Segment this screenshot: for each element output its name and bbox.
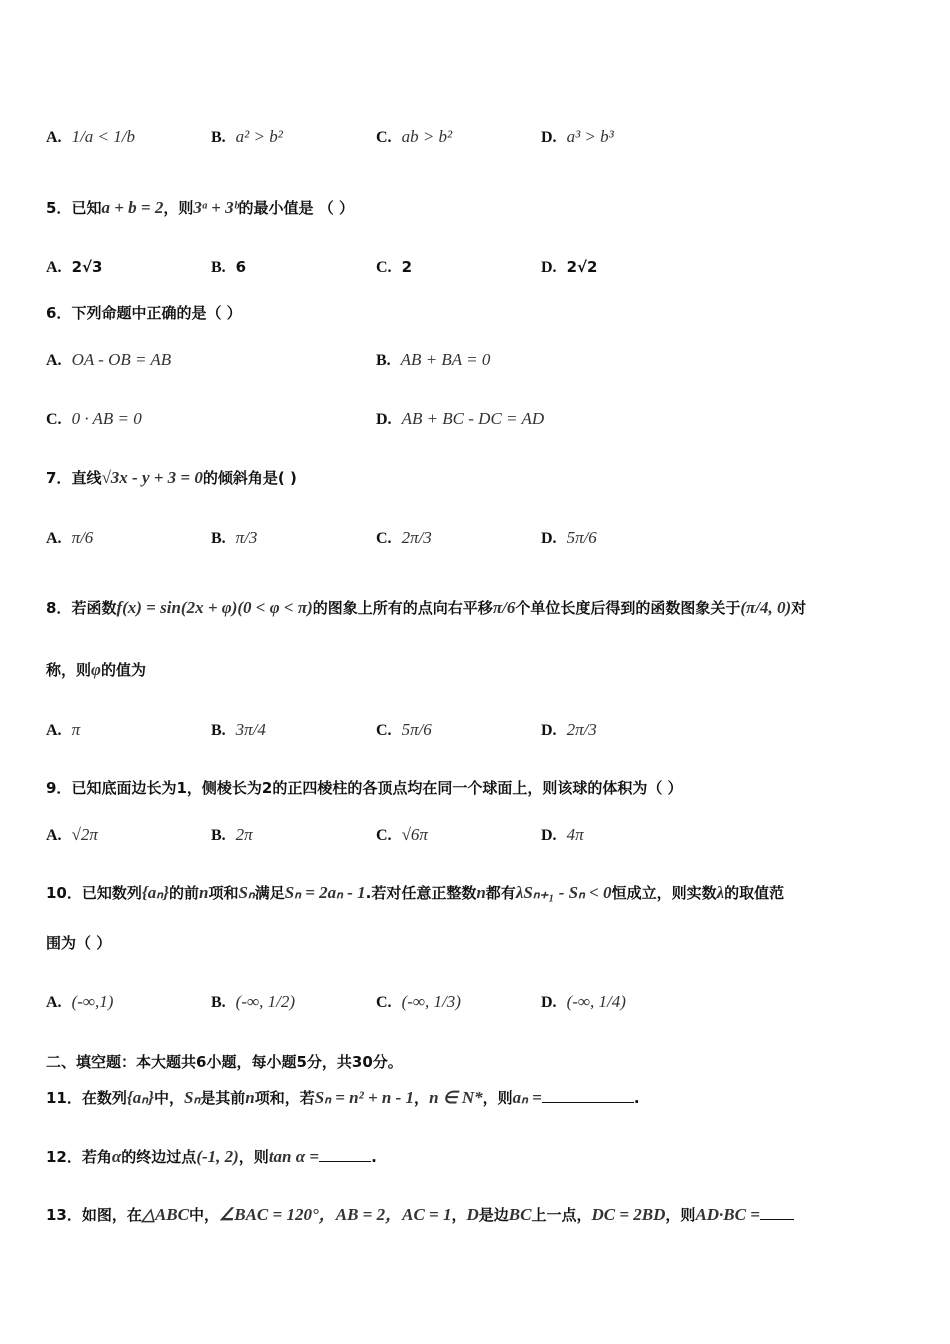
text: 称，则: [46, 661, 92, 679]
q12-stem: [46, 1147, 377, 1167]
answer-blank[interactable]: [542, 1102, 634, 1103]
option-a: 1/a < 1/b: [71, 127, 135, 146]
option-d: 5π/6: [566, 528, 597, 547]
text: ，则: [665, 1206, 696, 1224]
option-a: (-∞,1): [71, 992, 114, 1011]
text: .: [633, 1089, 640, 1107]
option-label: B.: [211, 530, 226, 547]
math: 3ᵃ + 3ᵇ: [193, 198, 239, 217]
option-label: C.: [376, 530, 392, 547]
option-label: B.: [211, 827, 226, 844]
math: (-1, 2): [196, 1147, 239, 1166]
math: f(x) = sin(2x + φ)(0 < φ < π): [116, 598, 313, 617]
text: 是其前: [200, 1089, 246, 1107]
q7-stem: [46, 468, 297, 488]
option-b: a² > b²: [235, 127, 283, 146]
math: Sₙ: [238, 883, 255, 902]
text: 都有: [485, 884, 516, 902]
math: {aₙ}: [141, 883, 170, 902]
text: 的值为: [100, 661, 146, 679]
text: 满足: [254, 884, 285, 902]
option-c: 2: [401, 258, 412, 276]
math: α: [111, 1147, 122, 1166]
option-label: B.: [211, 129, 226, 146]
q-number: 6．: [46, 304, 72, 322]
option-d: (-∞, 1/4): [566, 992, 626, 1011]
option-a: √2π: [71, 825, 98, 844]
q11-stem: [46, 1088, 640, 1108]
text: ，则: [482, 1089, 513, 1107]
text: 直线: [71, 469, 102, 487]
q-number: 5．: [46, 199, 72, 217]
q8-stem-line2: [46, 660, 146, 680]
option-b: π/3: [235, 528, 258, 547]
math: a + b = 2: [101, 198, 164, 217]
text: 下列命题中正确的是（ ）: [71, 304, 242, 322]
option-label: C.: [376, 129, 392, 146]
option-d: 2π/3: [566, 720, 597, 739]
text: ，: [414, 1089, 430, 1107]
option-label: A.: [46, 259, 62, 276]
option-label: C.: [376, 259, 392, 276]
option-label: D.: [541, 994, 557, 1011]
math: (π/4, 0): [740, 598, 792, 617]
q-number: 10．: [46, 884, 82, 902]
option-a: π/6: [71, 528, 94, 547]
math: φ: [91, 660, 101, 679]
q8-stem: [46, 598, 806, 618]
option-a: 2√3: [71, 258, 103, 276]
text: 若角: [81, 1148, 112, 1166]
option-b: 3π/4: [235, 720, 266, 739]
option-label: C.: [376, 994, 392, 1011]
option-c: √6π: [401, 825, 428, 844]
text: ，: [451, 1206, 467, 1224]
option-d: 2√2: [566, 258, 598, 276]
option-a: π: [71, 720, 81, 739]
text: 已知数列: [81, 884, 142, 902]
option-label: D.: [541, 129, 557, 146]
math: λ: [716, 883, 725, 902]
q10-stem-line2: [46, 933, 111, 953]
option-b: AB + BA = 0: [400, 350, 491, 369]
text: 是边: [478, 1206, 509, 1224]
q5-stem: [46, 198, 354, 218]
text: 的倾斜角是( ): [202, 469, 297, 487]
math: BC: [508, 1205, 532, 1224]
q-number: 7．: [46, 469, 72, 487]
math: Sₙ = n² + n - 1: [314, 1088, 415, 1107]
text: 已知: [71, 199, 102, 217]
text: 项和，若: [254, 1089, 315, 1107]
option-label: D.: [541, 722, 557, 739]
text: ，则: [163, 199, 194, 217]
option-d: a³ > b³: [566, 127, 614, 146]
option-label: D.: [376, 411, 392, 428]
answer-blank[interactable]: [760, 1219, 794, 1220]
math: π/6: [492, 598, 516, 617]
text: 中，: [154, 1089, 185, 1107]
option-label: B.: [211, 722, 226, 739]
option-c: 2π/3: [401, 528, 432, 547]
option-c: (-∞, 1/3): [401, 992, 461, 1011]
math: DC = 2BD: [591, 1205, 666, 1224]
math: n: [245, 1088, 255, 1107]
option-label: A.: [46, 827, 62, 844]
option-c: 5π/6: [401, 720, 432, 739]
option-b: 2π: [235, 825, 253, 844]
q-number: 13．: [46, 1206, 82, 1224]
text: 恒成立，则实数: [611, 884, 717, 902]
section-heading: 二、填空题：本大题共6小题，每小题5分，共30分。: [46, 1053, 403, 1071]
math: aₙ =: [512, 1088, 542, 1107]
q6-stem: [46, 303, 242, 323]
option-label: A.: [46, 530, 62, 547]
text: 的图象上所有的点向右平移: [312, 599, 493, 617]
q9-stem: [46, 778, 683, 798]
option-label: C.: [46, 411, 62, 428]
option-label: C.: [376, 827, 392, 844]
option-label: D.: [541, 530, 557, 547]
option-b: (-∞, 1/2): [235, 992, 295, 1011]
math: n ∈ N*: [429, 1088, 483, 1107]
math: √3x - y + 3 = 0: [101, 468, 203, 487]
math: Sₙ: [184, 1088, 201, 1107]
option-label: A.: [46, 994, 62, 1011]
option-c: ab > b²: [401, 127, 453, 146]
math: Sₙ = 2aₙ - 1: [284, 883, 366, 902]
option-label: D.: [541, 827, 557, 844]
option-label: A.: [46, 352, 62, 369]
math: ∠BAC = 120°，AB = 2，AC = 1: [219, 1205, 452, 1224]
text: .若对任意正整数: [365, 884, 477, 902]
text: 中，: [188, 1206, 219, 1224]
option-label: B.: [211, 259, 226, 276]
q-number: 11．: [46, 1089, 82, 1107]
math: {aₙ}: [126, 1088, 155, 1107]
math: AD·BC =: [695, 1205, 760, 1224]
text: 个单位长度后得到的函数图象关于: [515, 599, 741, 617]
option-d: AB + BC - DC = AD: [401, 409, 545, 428]
math: △ABC: [141, 1205, 189, 1224]
text: 已知底面边长为1，侧棱长为2的正四棱柱的各顶点均在同一个球面上，则该球的体积为（ ）: [71, 779, 683, 797]
option-c: 0 · AB = 0: [71, 409, 142, 428]
option-d: 4π: [566, 825, 584, 844]
q-number: 8．: [46, 599, 72, 617]
text: 的终边过点: [121, 1148, 197, 1166]
math: n: [199, 883, 209, 902]
option-a: OA - OB = AB: [71, 350, 172, 369]
q-number: 12．: [46, 1148, 82, 1166]
math: n: [476, 883, 486, 902]
text: 上一点，: [531, 1206, 592, 1224]
text: 项和: [208, 884, 239, 902]
text: 的前: [169, 884, 200, 902]
answer-blank[interactable]: [319, 1161, 371, 1162]
text: 如图，在: [81, 1206, 142, 1224]
option-label: A.: [46, 129, 62, 146]
math: λSₙ₊₁ - Sₙ < 0: [515, 883, 612, 902]
text: 围为（ ）: [46, 934, 112, 952]
option-label: B.: [376, 352, 391, 369]
q-number: 9．: [46, 779, 72, 797]
option-label: C.: [376, 722, 392, 739]
q13-stem: [46, 1205, 794, 1225]
text: ，则: [238, 1148, 269, 1166]
option-b: 6: [235, 258, 247, 276]
option-label: D.: [541, 259, 557, 276]
option-label: A.: [46, 722, 62, 739]
text: 的最小值是 （ ）: [238, 199, 354, 217]
text: 若函数: [71, 599, 117, 617]
text: 在数列: [81, 1089, 127, 1107]
text: 的取值范: [724, 884, 785, 902]
option-label: B.: [211, 994, 226, 1011]
math: tan α =: [268, 1147, 320, 1166]
text: 对: [791, 599, 807, 617]
q10-stem: [46, 883, 784, 903]
math: D: [466, 1205, 479, 1224]
text: .: [371, 1148, 377, 1166]
